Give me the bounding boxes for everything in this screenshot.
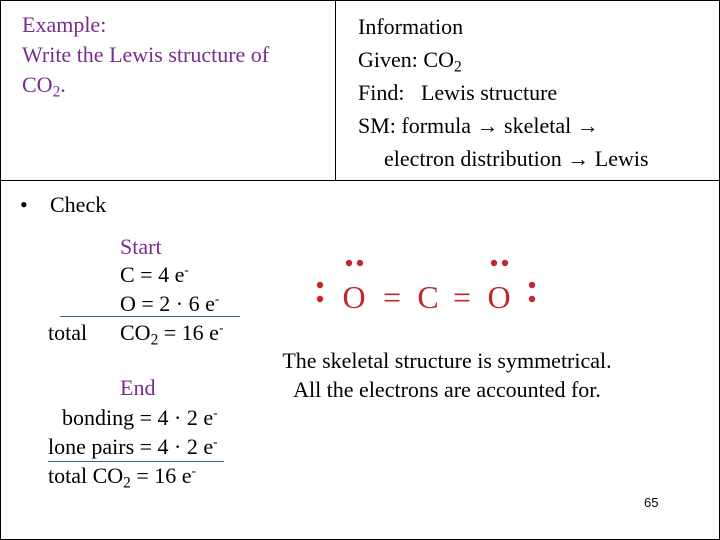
end-total: total $CO_2 = 16$ e- <box>48 463 196 492</box>
oxygen-count: O = 2 · 6 e- <box>120 291 220 316</box>
vertical-divider <box>335 0 336 181</box>
sum-rule-start <box>60 316 240 317</box>
lewis-carbon: C <box>417 279 439 315</box>
page-number: 65 <box>644 495 659 510</box>
sm-line-1: SM: formula → skeletal → <box>358 113 599 138</box>
check-heading <box>20 192 106 218</box>
total-label: total <box>48 320 88 345</box>
horizontal-divider <box>0 180 720 181</box>
conclusion-note <box>252 346 642 404</box>
lewis-bond-right: = <box>452 279 472 315</box>
start-total: $CO_2 = 16$ e- <box>120 320 224 349</box>
information-title: Information <box>358 14 464 39</box>
example-prompt: Write the Lewis structure of <box>22 42 270 67</box>
bullet-icon: • <box>20 192 28 217</box>
sm-line-2: electron distribution → Lewis <box>384 146 649 171</box>
example-box <box>22 10 269 100</box>
given-line: Given: $CO_2$ <box>358 47 462 76</box>
carbon-count: C = 4 e- <box>120 262 189 287</box>
lewis-oxygen-right: O <box>487 279 511 315</box>
lewis-bond-left: = <box>382 279 402 315</box>
sum-rule-end <box>48 461 224 462</box>
end-label: End <box>120 375 156 400</box>
lone-pair-count: lone pairs = 4 · 2 e- <box>48 434 218 459</box>
information-box <box>358 10 649 175</box>
note-line-2: All the electrons are accounted for. <box>293 377 601 402</box>
check-label: Check <box>50 192 107 217</box>
find-line: Find: Lewis structure <box>358 80 558 105</box>
bonding-count: bonding = 4 · 2 e- <box>62 405 218 430</box>
lewis-structure <box>310 252 550 320</box>
start-label: Start <box>120 234 162 259</box>
lewis-oxygen-left: O <box>342 279 366 315</box>
note-line-1: The skeletal structure is symmetrical. <box>282 348 612 373</box>
example-formula: $CO_2$. <box>22 72 66 101</box>
example-title: Example: <box>22 12 107 37</box>
